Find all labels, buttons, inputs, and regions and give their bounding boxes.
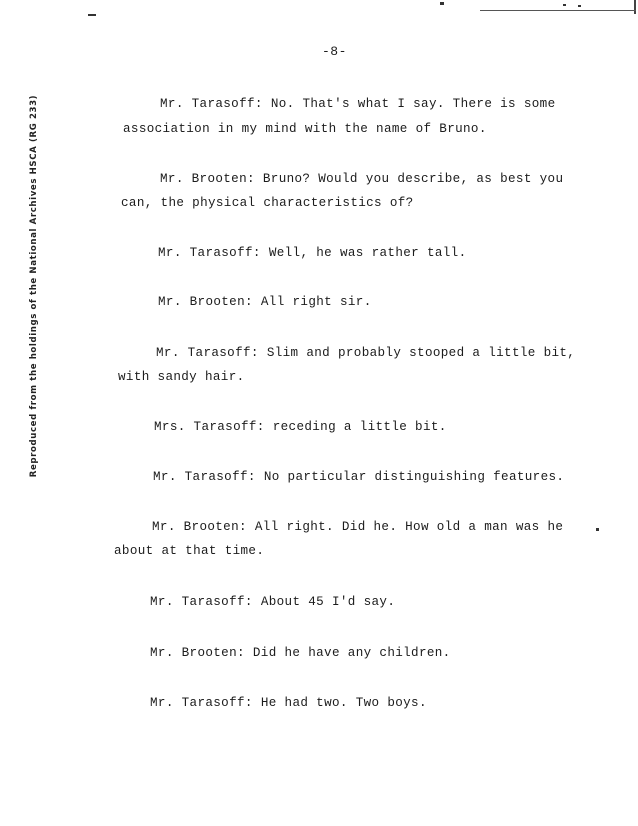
line-text: All right. Did he. How old a man was he [254,520,564,534]
line-text: He had two. Two boys. [260,696,427,710]
speaker-label: Mr. Tarasoff: [156,346,259,360]
transcript-line [150,647,451,660]
scan-top-rule [480,10,636,11]
line-text: Slim and probably stooped a little bit, [266,346,576,360]
line-text: All right sir. [260,295,372,309]
transcript-line [154,421,447,434]
speaker-label: Mr. Brooten: [152,520,247,534]
speaker-label: Mr. Tarasoff: [153,470,256,484]
transcript-line [121,197,414,210]
line-text: About 45 I'd say. [260,595,396,609]
scan-speck [563,4,566,6]
line-text: Well, he was rather tall. [268,246,467,260]
line-text: association in my mind with the name of Bruno. [123,122,487,136]
scan-speck [596,528,599,531]
line-text: about at that time. [114,544,265,558]
line-text: Bruno? Would you describe, as best you [262,172,564,186]
line-text: No particular distinguishing features. [263,470,565,484]
transcript-line [123,123,487,136]
transcript-line [158,247,467,260]
speaker-label: Mr. Tarasoff: [150,696,253,710]
transcript-line [153,471,564,484]
speaker-label: Mr. Brooten: [160,172,255,186]
scan-speck [440,2,444,5]
line-text: receding a little bit. [272,420,447,434]
transcript-line [150,697,427,710]
page-number: -8- [322,44,347,59]
scan-corner-mark [634,0,636,14]
transcript-line [156,347,575,360]
archive-side-stamp: Reproduced from the holdings of the National Archives HSCA (RG 233) [29,94,39,478]
transcript-line [158,296,372,309]
scan-speck [88,14,96,16]
transcript-line [152,521,563,534]
speaker-label: Mr. Tarasoff: [150,595,253,609]
transcript-line [150,596,395,609]
transcript-line [160,98,555,111]
speaker-label: Mr. Brooten: [150,646,245,660]
speaker-label: Mr. Tarasoff: [160,97,263,111]
line-text: Did he have any children. [252,646,451,660]
scan-speck [578,5,581,7]
line-text: can, the physical characteristics of? [121,196,414,210]
transcript-line [118,371,245,384]
speaker-label: Mr. Brooten: [158,295,253,309]
speaker-label: Mr. Tarasoff: [158,246,261,260]
line-text: No. That's what I say. There is some [270,97,556,111]
line-text: with sandy hair. [118,370,245,384]
transcript-line [160,173,563,186]
speaker-label: Mrs. Tarasoff: [154,420,265,434]
transcript-line [114,545,264,558]
